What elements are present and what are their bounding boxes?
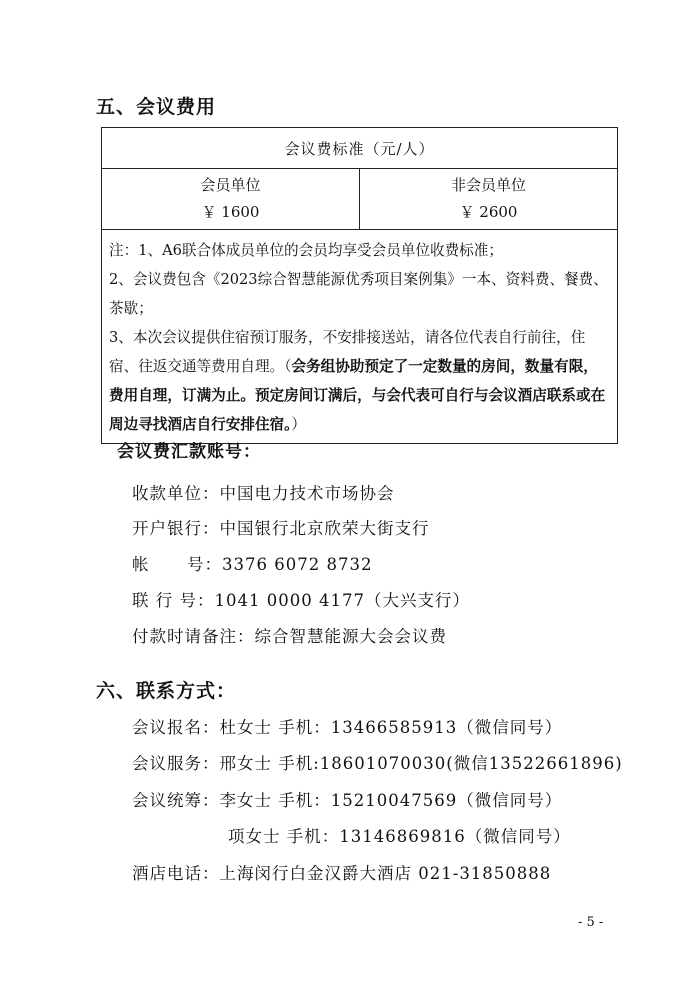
note-line-3-close: ） <box>291 416 307 433</box>
non-member-fee-cell <box>360 169 618 230</box>
note-line-3-plain: 3、本次会议提供住宿预订服务，不安排接送站，请各位代表自行前往，住宿、往返交通等费用自理。（ <box>109 329 586 375</box>
note-line-1: 注：1、A6联合体成员单位的会员均享受会员单位收费标准； <box>109 242 503 259</box>
contact-row <box>228 823 571 847</box>
bank-value: 中国银行北京欣荣大街支行 <box>219 519 430 538</box>
contact-label: 会议服务： <box>132 754 220 773</box>
account-number-label: 帐 号： <box>132 555 222 574</box>
bank-row <box>132 515 430 539</box>
fee-table-header: 会议费标准（元/人） <box>102 128 618 169</box>
account-number-value: 3376 6072 8732 <box>221 555 373 574</box>
contact-row <box>132 750 623 774</box>
non-member-label: 非会员单位 <box>450 176 526 194</box>
contact-row <box>132 860 551 884</box>
fee-table <box>101 127 618 444</box>
bank-label: 开户银行： <box>132 519 220 538</box>
remark-row <box>132 623 447 647</box>
note-line-2: 2、会议费包含《2023综合智慧能源优秀项目案例集》一本、资料费、餐费、茶歇； <box>109 271 608 317</box>
contact-value: 项女士 手机：13146869816（微信同号） <box>228 827 571 846</box>
section-six-title: 六、联系方式： <box>96 680 237 702</box>
contact-value: 上海闵行白金汉爵大酒店 021-31850888 <box>219 864 552 883</box>
routing-value: 1041 0000 4177（大兴支行） <box>214 591 470 610</box>
account-number-row <box>132 551 372 575</box>
contact-row <box>132 787 562 811</box>
note-line-3-bold: 会务组协助预定了一定数量的房间，数量有限，费用自理，订满为止。预定房间订满后，与会代表可自行与会议酒店联系或在周边寻找酒店自行安排住宿。 <box>109 358 606 433</box>
note-line-3 <box>109 323 611 439</box>
member-label: 会员单位 <box>200 176 261 194</box>
routing-label: 联 行 号： <box>132 591 215 610</box>
contact-value: 邢女士 手机:18601070030(微信13522661896) <box>219 754 623 773</box>
contact-value: 李女士 手机：15210047569（微信同号） <box>219 791 563 810</box>
fee-notes <box>102 230 618 444</box>
remark-label: 付款时请备注： <box>132 627 255 646</box>
member-fee-cell <box>102 169 360 230</box>
non-member-price: ￥ 2600 <box>459 203 518 221</box>
member-price: ￥ 1600 <box>201 203 260 221</box>
payee-row <box>132 480 395 504</box>
contact-row <box>132 714 562 738</box>
routing-row <box>132 587 470 611</box>
payee-label: 收款单位： <box>132 484 220 503</box>
payee-value: 中国电力技术市场协会 <box>219 484 395 503</box>
remark-value: 综合智慧能源大会会议费 <box>254 627 447 646</box>
contact-label: 会议报名： <box>132 718 220 737</box>
contact-label: 会议统筹： <box>132 791 220 810</box>
account-title: 会议费汇款账号： <box>117 442 261 462</box>
contact-label: 酒店电话： <box>132 864 220 883</box>
contact-value: 杜女士 手机：13466585913（微信同号） <box>219 718 563 737</box>
section-five-title: 五、会议费用 <box>96 96 217 118</box>
page-number: - 5 - <box>578 915 604 930</box>
